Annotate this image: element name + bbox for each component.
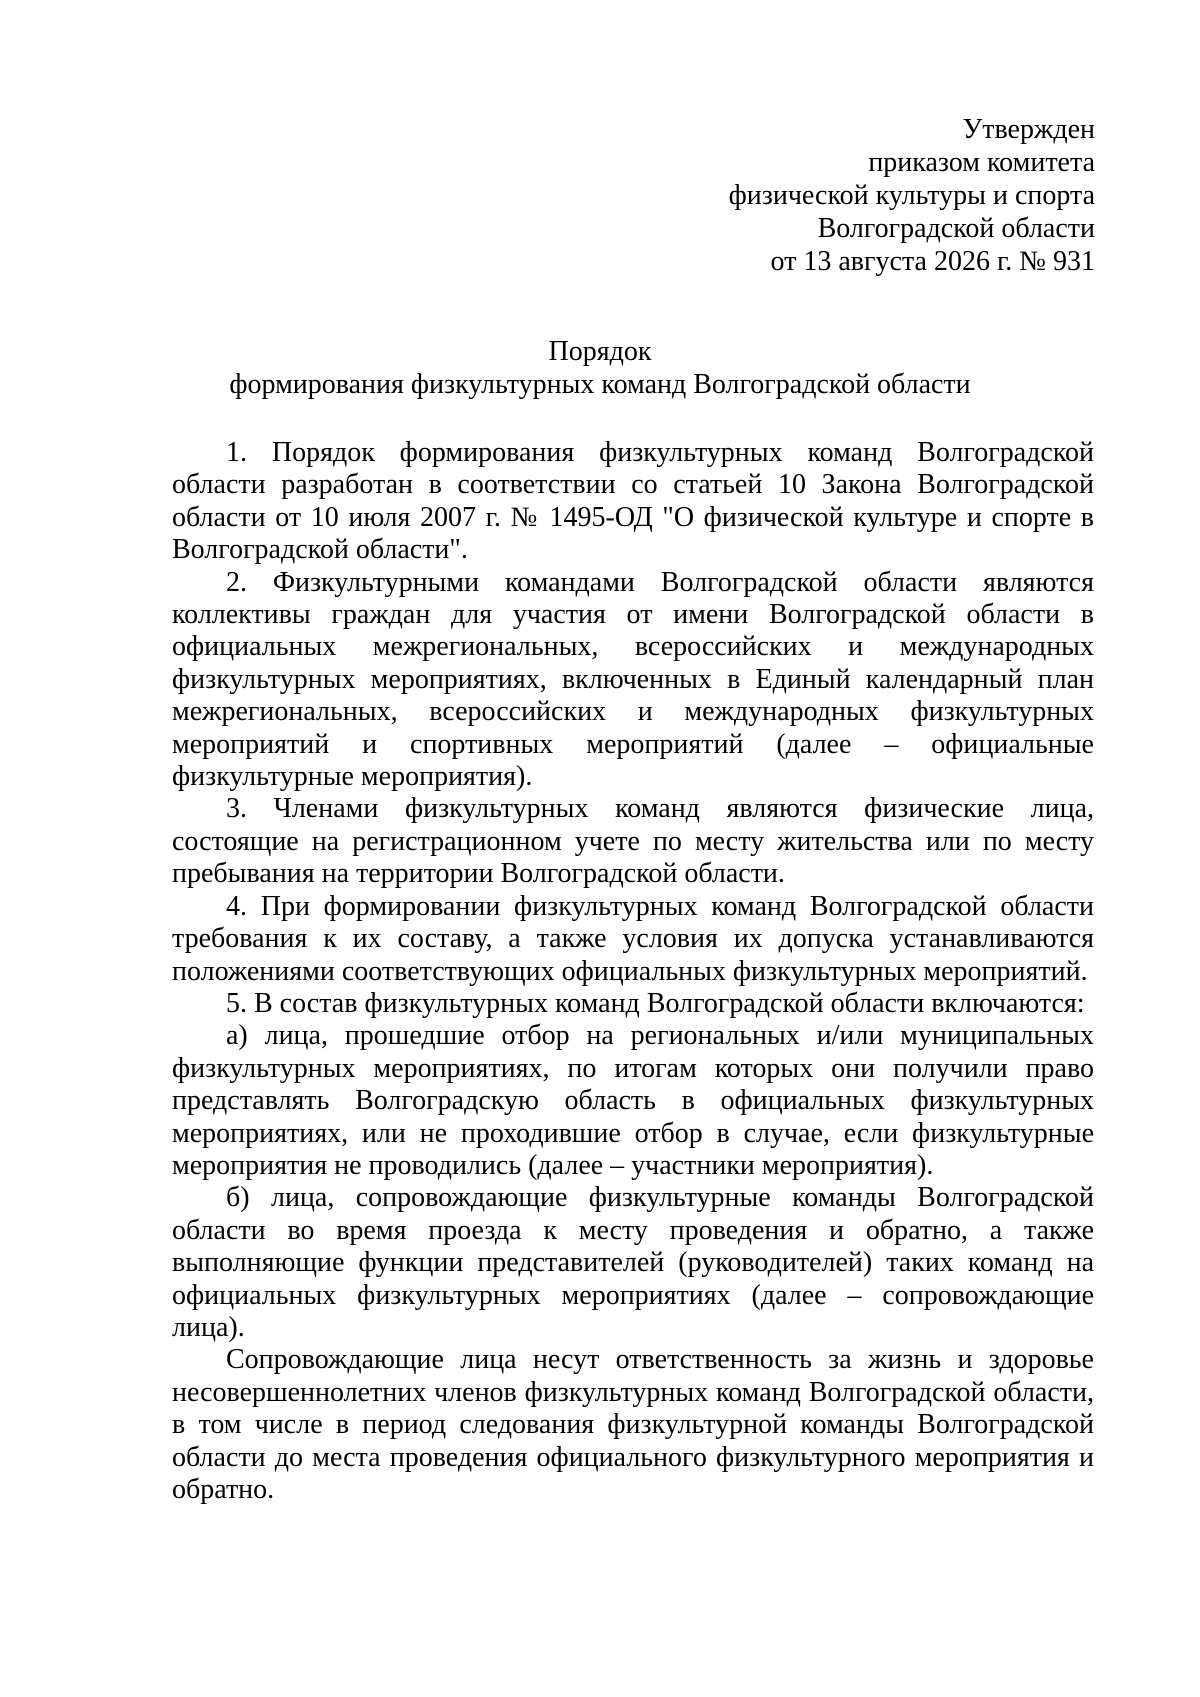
document-body	[172, 437, 1094, 1506]
paragraph-5a: а) лица, прошедшие отбор на региональных и/или муниципальных физкультурных мероприятиях, по итогам которых они получили право представлять Волгоградскую область в официальных физкультурных мероприятиях, или не проходившие отбор в случае, если физкультурные мероприятия не проводились (далее – участники мероприятия).	[172, 1020, 1094, 1181]
title-line-2: формирования физкультурных команд Волгоградской области	[229, 369, 971, 400]
paragraph-1: 1. Порядок формирования физкультурных команд Волгоградской области разработан в соответствии со статьей 10 Закона Волгоградской области от 10 июля 2007 г. № 1495-ОД "О физической культуре и спорте в Волгоградской области".	[172, 437, 1094, 566]
paragraph-3: 3. Членами физкультурных команд являются физические лица, состоящие на регистрационном учете по месту жительства или по месту пребывания на территории Волгоградской области.	[172, 793, 1094, 890]
approval-line: Волгоградской области	[817, 213, 1095, 244]
approval-stamp	[729, 113, 1095, 278]
title-line-1: Порядок	[548, 336, 652, 367]
paragraph-5: 5. В состав физкультурных команд Волгоградской области включаются:	[226, 987, 1085, 1019]
approval-line: физической культуры и спорта	[728, 180, 1095, 211]
paragraph-2: 2. Физкультурными командами Волгоградской области являются коллективы граждан для участия от имени Волгоградской области в официальных межрегиональных, всероссийских и международных физкультурных мероприятиях, включенных в Единый календарный план межрегиональных, всероссийских и международных физкультурных мероприятий и спортивных мероприятий (далее – официальные физкультурные мероприятия).	[172, 566, 1094, 793]
paragraph-5b: б) лица, сопровождающие физкультурные команды Волгоградской области во время проезда к месту проведения и обратно, а также выполняющие функции представителей (руководителей) таких команд на официальных физкультурных мероприятиях (далее – сопровождающие лица).	[172, 1182, 1094, 1343]
paragraph-4: 4. При формировании физкультурных команд Волгоградской области требования к их составу, а также условия их допуска устанавливаются положениями соответствующих официальных физкультурных мероприятий.	[172, 890, 1094, 987]
approval-line: от 13 августа 2026 г. № 931	[770, 246, 1095, 277]
paragraph-escort-responsibility: Сопровождающие лица несут ответственность за жизнь и здоровье несовершеннолетних членов физкультурных команд Волгоградской области, в том числе в период следования физкультурной команды Волгоградской области до места проведения официального физкультурного мероприятия и обратно.	[172, 1344, 1094, 1505]
document-title	[0, 335, 1200, 401]
approval-line: Утвержден	[962, 114, 1095, 145]
approval-line: приказом комитета	[868, 147, 1095, 178]
